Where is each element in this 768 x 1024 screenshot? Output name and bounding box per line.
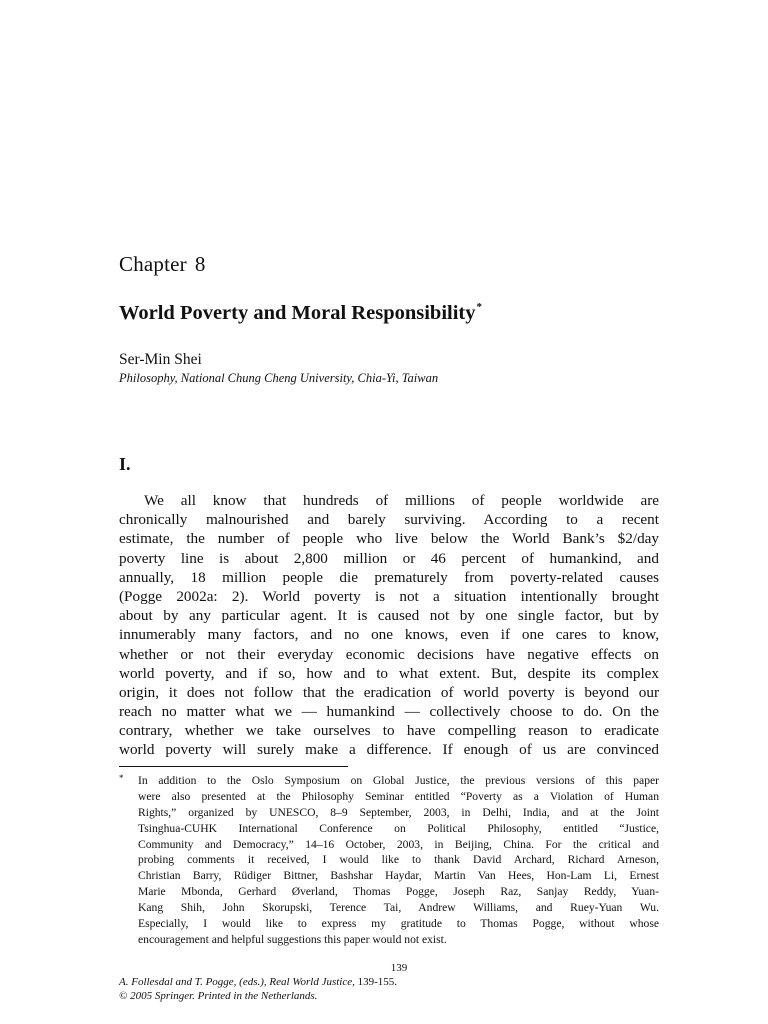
author-name: Ser-Min Shei	[119, 351, 202, 368]
footnote-line: encouragement and helpful suggestions this paper would not exist.	[138, 932, 447, 946]
footnote-divider	[119, 766, 348, 767]
footnote-line: In addition to the Oslo Symposium on Global Justice, the previous versions of this paper	[138, 774, 659, 787]
body-line: annually, 18 million people die prematurely from poverty-related causes	[119, 568, 659, 586]
body-line: (Pogge 2002a: 2). World poverty is not a situation intentionally brought	[119, 587, 659, 605]
body-line: We all know that hundreds of millions of people worldwide are	[144, 492, 659, 509]
body-line: estimate, the number of people who live below the World Bank’s $2/day	[119, 530, 659, 548]
chapter-label	[119, 251, 206, 277]
body-line: chronically malnourished and barely surviving. According to a recent	[119, 511, 659, 529]
body-line: whether or not their everyday economic decisions have negative effects on	[119, 645, 659, 663]
footnote-line: Community and Democracy,” 14–16 October, 2003, in Beijing, China. For the critical and	[138, 837, 659, 851]
body-line: contrary, whether we take ourselves to have compelling reason to eradicate	[119, 722, 659, 740]
author-affiliation: Philosophy, National Chung Cheng University, Chia-Yi, Taiwan	[119, 371, 439, 385]
footnote-line: Marie Mbonda, Gerhard Øverland, Thomas Pogge, Joseph Raz, Sanjay Reddy, Yuan-	[138, 885, 659, 899]
footnote	[119, 773, 659, 948]
footnote-line: Kang Shih, John Skorupski, Terence Tai, Andrew Williams, and Ruey-Yuan Wu.	[138, 901, 659, 915]
body-line: poverty line is about 2,800 million or 46 percent of humankind, and	[119, 549, 659, 567]
chapter-title-text: World Poverty and Moral Responsibility	[119, 302, 476, 324]
body-line: world poverty will surely make a difference. If enough of us are convinced	[119, 741, 659, 759]
copyright-line: © 2005 Springer. Printed in the Netherlands.	[119, 990, 318, 1002]
footnote-line: probing comments it received, I would like to thank David Archard, Richard Arneson,	[138, 853, 659, 867]
page-number: 139	[390, 962, 408, 974]
title-footnote-mark[interactable]: *	[476, 301, 482, 313]
citation-authors: A. Follesdal and T. Pogge, (eds.),	[119, 976, 270, 988]
footnote-line: Rights,” organized by UNESCO, 8–9 September, 2003, in Delhi, India, and at the Joint	[138, 805, 659, 819]
citation-title: Real World Justice,	[269, 976, 355, 988]
footnote-line: Christian Barry, Rüdiger Bittner, Bashshar Haydar, Martin Van Hees, Hon-Lam Li, Ernest	[138, 869, 659, 883]
chapter-label-text: Chapter	[119, 252, 187, 276]
section-heading: I.	[119, 454, 131, 474]
footnote-line: were also presented at the Philosophy Seminar entitled “Poverty as a Violation of Human	[138, 789, 659, 803]
chapter-title	[119, 294, 482, 326]
citation-pages: 139-155.	[354, 976, 398, 988]
footnote-line: Tsinghua-CUHK International Conference on Political Philosophy, entitled “Justice,	[138, 821, 659, 835]
citation-line	[119, 975, 397, 989]
footnote-mark: *	[119, 773, 124, 783]
chapter-number: 8	[194, 252, 206, 276]
body-line: origin, it does not follow that the eradication of world poverty is beyond our	[119, 683, 659, 701]
body-line: about by any particular agent. It is caused not by one single factor, but by	[119, 607, 659, 625]
footnote-body	[138, 773, 659, 948]
body-paragraph	[119, 491, 659, 760]
body-line: innumerably many factors, and no one knows, even if one cares to know,	[119, 626, 659, 644]
footnote-line: Especially, I would like to express my gratitude to Thomas Pogge, without whose	[138, 917, 659, 931]
body-line: world poverty, and if so, how and to what extent. But, despite its complex	[119, 664, 659, 682]
body-line: reach no matter what we — humankind — collectively choose to do. On the	[119, 703, 659, 721]
